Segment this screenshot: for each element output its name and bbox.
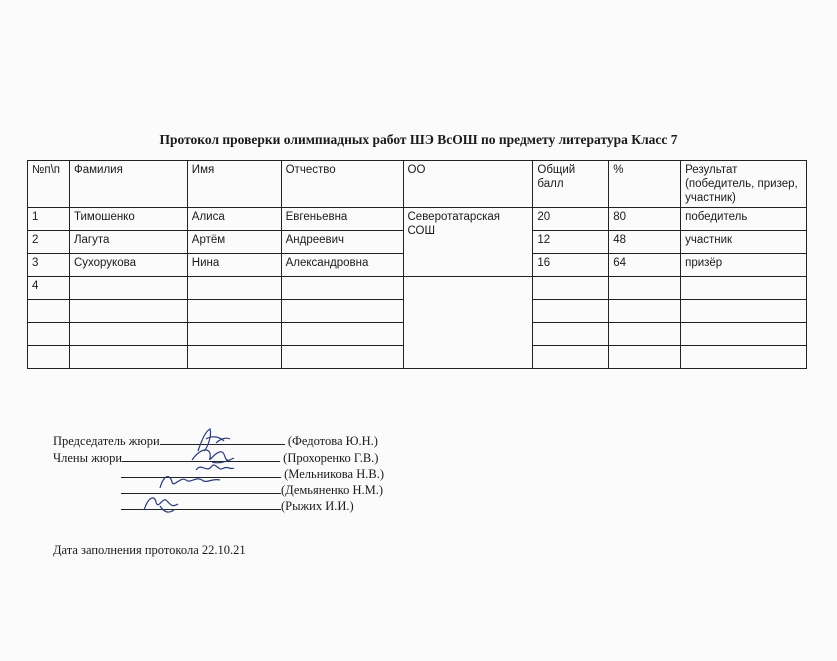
- cell-name: Артём: [187, 231, 281, 254]
- cell-patronymic: Андреевич: [281, 231, 403, 254]
- member-name: (Мельникова Н.В.): [284, 467, 384, 481]
- cell-surname: [69, 323, 187, 346]
- member-name: (Демьяненко Н.М.): [281, 483, 384, 497]
- cell-number: [28, 346, 70, 369]
- header-result: Результат (победитель, призер, участник): [681, 161, 807, 208]
- cell-result: призёр: [681, 254, 807, 277]
- cell-number: [28, 323, 70, 346]
- header-name: Имя: [187, 161, 281, 208]
- protocol-title: Протокол проверки олимпиадных работ ШЭ ВсОШ по предмету литература Класс 7: [159, 132, 678, 147]
- header-number: №п\п: [28, 161, 70, 208]
- member-name: (Рыжих И.И.): [281, 499, 354, 513]
- cell-name: [187, 323, 281, 346]
- cell-name: [187, 300, 281, 323]
- cell-result: участник: [681, 231, 807, 254]
- cell-number: 1: [28, 208, 70, 231]
- cell-patronymic: [281, 277, 403, 300]
- cell-total-score: [533, 277, 609, 300]
- header-patronymic: Отчество: [281, 161, 403, 208]
- cell-name: [187, 346, 281, 369]
- header-percent: %: [609, 161, 681, 208]
- cell-patronymic: Евгеньевна: [281, 208, 403, 231]
- cell-surname: [69, 346, 187, 369]
- cell-surname: [69, 300, 187, 323]
- cell-percent: [609, 323, 681, 346]
- table-header-row: [28, 161, 807, 208]
- cell-surname: Тимошенко: [69, 208, 187, 231]
- cell-number: 4: [28, 277, 70, 300]
- cell-percent: 80: [609, 208, 681, 231]
- cell-number: 2: [28, 231, 70, 254]
- table-row: [28, 277, 807, 300]
- cell-school: Северотатарская СОШ: [403, 208, 533, 277]
- member-name: (Прохоренко Г.В.): [283, 451, 379, 465]
- header-total-score: Общий балл: [533, 161, 609, 208]
- cell-number: [28, 300, 70, 323]
- cell-total-score: 12: [533, 231, 609, 254]
- cell-name: Нина: [187, 254, 281, 277]
- members-label: Члены жюри: [53, 451, 123, 465]
- cell-result: победитель: [681, 208, 807, 231]
- cell-patronymic: Александровна: [281, 254, 403, 277]
- cell-patronymic: [281, 300, 403, 323]
- cell-result: [681, 323, 807, 346]
- results-table: [27, 160, 807, 369]
- cell-name: Алиса: [187, 208, 281, 231]
- cell-percent: [609, 300, 681, 323]
- cell-percent: 48: [609, 231, 681, 254]
- cell-percent: [609, 346, 681, 369]
- cell-surname: [69, 277, 187, 300]
- cell-percent: 64: [609, 254, 681, 277]
- cell-surname: Лагута: [69, 231, 187, 254]
- cell-percent: [609, 277, 681, 300]
- cell-name: [187, 277, 281, 300]
- cell-total-score: [533, 323, 609, 346]
- cell-result: [681, 277, 807, 300]
- cell-number: 3: [28, 254, 70, 277]
- cell-total-score: 20: [533, 208, 609, 231]
- cell-surname: Сухорукова: [69, 254, 187, 277]
- cell-patronymic: [281, 346, 403, 369]
- cell-result: [681, 300, 807, 323]
- cell-result: [681, 346, 807, 369]
- cell-total-score: 16: [533, 254, 609, 277]
- header-surname: Фамилия: [69, 161, 187, 208]
- table-row: [28, 208, 807, 231]
- chair-name: (Федотова Ю.Н.): [287, 434, 378, 448]
- cell-total-score: [533, 346, 609, 369]
- header-school: ОО: [403, 161, 533, 208]
- handwritten-signature: [138, 488, 188, 516]
- cell-school: [403, 277, 533, 369]
- cell-patronymic: [281, 323, 403, 346]
- chair-label: Председатель жюри: [53, 434, 160, 448]
- protocol-date: Дата заполнения протокола 22.10.21: [53, 543, 246, 557]
- cell-total-score: [533, 300, 609, 323]
